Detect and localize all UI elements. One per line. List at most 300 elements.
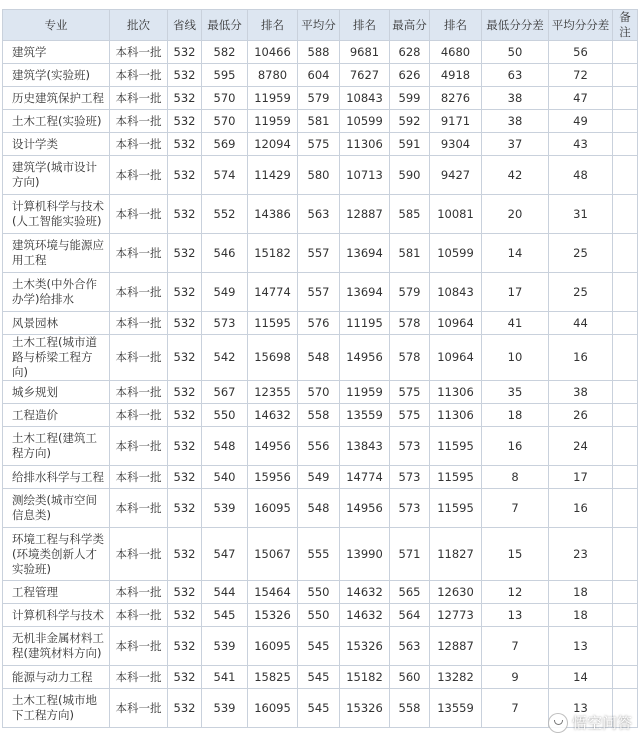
watermark xyxy=(548,712,632,733)
cell-province-line: 532 xyxy=(168,604,202,627)
cell-avg-rank: 13843 xyxy=(340,427,390,466)
header-major: 专业 xyxy=(3,10,110,41)
table-row xyxy=(3,381,638,404)
cell-major: 测绘类(城市空间信息类) xyxy=(3,489,110,528)
cell-batch: 本科一批 xyxy=(110,156,168,195)
cell-avg-diff: 38 xyxy=(549,381,613,404)
cell-min-diff: 10 xyxy=(482,335,549,381)
cell-avg-score: 550 xyxy=(298,581,340,604)
cell-batch: 本科一批 xyxy=(110,87,168,110)
cell-min-rank: 10466 xyxy=(248,41,298,64)
cell-major: 设计学类 xyxy=(3,133,110,156)
cell-batch: 本科一批 xyxy=(110,41,168,64)
cell-max-score: 563 xyxy=(390,627,430,666)
cell-avg-score: 548 xyxy=(298,489,340,528)
cell-min-rank: 14632 xyxy=(248,404,298,427)
cell-max-score: 575 xyxy=(390,381,430,404)
cell-min-score: 540 xyxy=(202,466,248,489)
table-row xyxy=(3,489,638,528)
cell-avg-diff: 23 xyxy=(549,528,613,581)
cell-province-line: 532 xyxy=(168,312,202,335)
cell-batch: 本科一批 xyxy=(110,110,168,133)
cell-min-rank: 12094 xyxy=(248,133,298,156)
cell-max-rank: 13559 xyxy=(430,689,482,728)
cell-major: 土木工程(城市道路与桥梁工程方向) xyxy=(3,335,110,381)
cell-avg-diff: 16 xyxy=(549,489,613,528)
cell-max-rank: 9171 xyxy=(430,110,482,133)
cell-province-line: 532 xyxy=(168,110,202,133)
table-row xyxy=(3,312,638,335)
cell-max-score: 628 xyxy=(390,41,430,64)
cell-remark xyxy=(613,133,638,156)
cell-min-score: 595 xyxy=(202,64,248,87)
table-row xyxy=(3,581,638,604)
cell-min-diff: 17 xyxy=(482,273,549,312)
cell-batch: 本科一批 xyxy=(110,335,168,381)
cell-major: 建筑学 xyxy=(3,41,110,64)
cell-min-rank: 12355 xyxy=(248,381,298,404)
table-row xyxy=(3,156,638,195)
cell-major: 历史建筑保护工程 xyxy=(3,87,110,110)
cell-remark xyxy=(613,312,638,335)
cell-avg-rank: 12887 xyxy=(340,195,390,234)
cell-major: 建筑学(实验班) xyxy=(3,64,110,87)
cell-min-rank: 15698 xyxy=(248,335,298,381)
cell-max-rank: 12630 xyxy=(430,581,482,604)
cell-avg-diff: 14 xyxy=(549,666,613,689)
cell-min-score: 541 xyxy=(202,666,248,689)
cell-province-line: 532 xyxy=(168,41,202,64)
cell-batch: 本科一批 xyxy=(110,666,168,689)
cell-avg-diff: 49 xyxy=(549,110,613,133)
cell-min-score: 546 xyxy=(202,234,248,273)
cell-avg-diff: 17 xyxy=(549,466,613,489)
cell-avg-diff: 13 xyxy=(549,627,613,666)
cell-min-diff: 63 xyxy=(482,64,549,87)
cell-avg-diff: 25 xyxy=(549,234,613,273)
cell-avg-score: 557 xyxy=(298,234,340,273)
header-min-score: 最低分 xyxy=(202,10,248,41)
cell-batch: 本科一批 xyxy=(110,234,168,273)
cell-province-line: 532 xyxy=(168,528,202,581)
cell-min-diff: 14 xyxy=(482,234,549,273)
cell-max-score: 578 xyxy=(390,335,430,381)
wukong-qa-logo-icon xyxy=(548,713,568,733)
cell-max-rank: 10964 xyxy=(430,312,482,335)
cell-province-line: 532 xyxy=(168,87,202,110)
cell-province-line: 532 xyxy=(168,195,202,234)
cell-remark xyxy=(613,528,638,581)
cell-max-score: 578 xyxy=(390,312,430,335)
cell-avg-diff: 25 xyxy=(549,273,613,312)
cell-max-score: 564 xyxy=(390,604,430,627)
cell-major: 计算机科学与技术(人工智能实验班) xyxy=(3,195,110,234)
cell-max-score: 626 xyxy=(390,64,430,87)
cell-max-rank: 13282 xyxy=(430,666,482,689)
cell-batch: 本科一批 xyxy=(110,581,168,604)
score-table xyxy=(2,9,638,728)
cell-min-rank: 16095 xyxy=(248,689,298,728)
cell-min-diff: 13 xyxy=(482,604,549,627)
cell-province-line: 532 xyxy=(168,427,202,466)
cell-max-rank: 12773 xyxy=(430,604,482,627)
cell-max-score: 571 xyxy=(390,528,430,581)
cell-max-rank: 9427 xyxy=(430,156,482,195)
cell-avg-rank: 15326 xyxy=(340,689,390,728)
cell-major: 工程管理 xyxy=(3,581,110,604)
header-avg-score: 平均分 xyxy=(298,10,340,41)
cell-batch: 本科一批 xyxy=(110,404,168,427)
cell-province-line: 532 xyxy=(168,666,202,689)
cell-avg-score: 548 xyxy=(298,335,340,381)
cell-max-rank: 11595 xyxy=(430,466,482,489)
cell-avg-rank: 14774 xyxy=(340,466,390,489)
cell-min-score: 569 xyxy=(202,133,248,156)
header-max-rank: 排名 xyxy=(430,10,482,41)
header-avg-diff: 平均分分差 xyxy=(549,10,613,41)
cell-avg-rank: 13694 xyxy=(340,273,390,312)
cell-min-diff: 7 xyxy=(482,489,549,528)
cell-min-rank: 15956 xyxy=(248,466,298,489)
cell-avg-rank: 14632 xyxy=(340,604,390,627)
cell-min-rank: 14956 xyxy=(248,427,298,466)
cell-remark xyxy=(613,404,638,427)
cell-min-diff: 38 xyxy=(482,87,549,110)
table-row xyxy=(3,64,638,87)
cell-province-line: 532 xyxy=(168,133,202,156)
cell-max-rank: 10964 xyxy=(430,335,482,381)
cell-avg-score: 556 xyxy=(298,427,340,466)
cell-avg-rank: 14956 xyxy=(340,489,390,528)
cell-min-rank: 11959 xyxy=(248,110,298,133)
cell-province-line: 532 xyxy=(168,156,202,195)
cell-avg-score: 588 xyxy=(298,41,340,64)
cell-min-score: 573 xyxy=(202,312,248,335)
cell-major: 建筑学(城市设计方向) xyxy=(3,156,110,195)
header-batch: 批次 xyxy=(110,10,168,41)
cell-batch: 本科一批 xyxy=(110,466,168,489)
table-body xyxy=(3,41,638,728)
cell-avg-score: 550 xyxy=(298,604,340,627)
cell-min-score: 539 xyxy=(202,689,248,728)
cell-major: 无机非金属材料工程(建筑材料方向) xyxy=(3,627,110,666)
cell-remark xyxy=(613,41,638,64)
header-province-line: 省线 xyxy=(168,10,202,41)
cell-avg-score: 576 xyxy=(298,312,340,335)
cell-min-score: 582 xyxy=(202,41,248,64)
cell-avg-diff: 24 xyxy=(549,427,613,466)
cell-min-diff: 12 xyxy=(482,581,549,604)
cell-avg-diff: 13 xyxy=(549,689,613,728)
cell-avg-score: 570 xyxy=(298,381,340,404)
cell-min-rank: 11429 xyxy=(248,156,298,195)
cell-max-rank: 12887 xyxy=(430,627,482,666)
cell-avg-diff: 48 xyxy=(549,156,613,195)
cell-min-rank: 8780 xyxy=(248,64,298,87)
cell-batch: 本科一批 xyxy=(110,381,168,404)
cell-major: 风景园林 xyxy=(3,312,110,335)
cell-max-score: 565 xyxy=(390,581,430,604)
cell-major: 城乡规划 xyxy=(3,381,110,404)
cell-avg-rank: 14956 xyxy=(340,335,390,381)
cell-max-rank: 11306 xyxy=(430,381,482,404)
cell-min-rank: 11959 xyxy=(248,87,298,110)
cell-province-line: 532 xyxy=(168,273,202,312)
cell-min-diff: 38 xyxy=(482,110,549,133)
cell-min-score: 547 xyxy=(202,528,248,581)
cell-min-diff: 7 xyxy=(482,689,549,728)
cell-min-diff: 35 xyxy=(482,381,549,404)
cell-avg-diff: 56 xyxy=(549,41,613,64)
cell-major: 土木工程(城市地下工程方向) xyxy=(3,689,110,728)
cell-major: 土木工程(实验班) xyxy=(3,110,110,133)
cell-avg-score: 545 xyxy=(298,627,340,666)
cell-province-line: 532 xyxy=(168,381,202,404)
cell-min-score: 574 xyxy=(202,156,248,195)
table-row xyxy=(3,335,638,381)
cell-major: 土木工程(建筑工程方向) xyxy=(3,427,110,466)
cell-min-diff: 41 xyxy=(482,312,549,335)
table-row xyxy=(3,195,638,234)
cell-avg-diff: 47 xyxy=(549,87,613,110)
cell-remark xyxy=(613,110,638,133)
cell-avg-score: 557 xyxy=(298,273,340,312)
cell-province-line: 532 xyxy=(168,404,202,427)
cell-max-score: 590 xyxy=(390,156,430,195)
cell-batch: 本科一批 xyxy=(110,689,168,728)
cell-major: 工程造价 xyxy=(3,404,110,427)
cell-avg-diff: 18 xyxy=(549,604,613,627)
cell-avg-rank: 13559 xyxy=(340,404,390,427)
cell-min-rank: 16095 xyxy=(248,627,298,666)
cell-max-score: 573 xyxy=(390,427,430,466)
cell-remark xyxy=(613,335,638,381)
cell-avg-rank: 10843 xyxy=(340,87,390,110)
cell-avg-score: 549 xyxy=(298,466,340,489)
cell-remark xyxy=(613,156,638,195)
table-row xyxy=(3,133,638,156)
cell-min-score: 545 xyxy=(202,604,248,627)
cell-remark xyxy=(613,466,638,489)
cell-avg-score: 580 xyxy=(298,156,340,195)
cell-province-line: 532 xyxy=(168,489,202,528)
cell-avg-diff: 26 xyxy=(549,404,613,427)
cell-min-score: 550 xyxy=(202,404,248,427)
header-remark: 备注 xyxy=(613,10,638,41)
cell-min-rank: 11595 xyxy=(248,312,298,335)
cell-min-rank: 15464 xyxy=(248,581,298,604)
cell-province-line: 532 xyxy=(168,64,202,87)
cell-max-rank: 11827 xyxy=(430,528,482,581)
table-row xyxy=(3,689,638,728)
cell-min-score: 549 xyxy=(202,273,248,312)
cell-avg-score: 555 xyxy=(298,528,340,581)
cell-province-line: 532 xyxy=(168,689,202,728)
cell-remark xyxy=(613,427,638,466)
cell-min-score: 570 xyxy=(202,110,248,133)
cell-max-score: 579 xyxy=(390,273,430,312)
cell-avg-rank: 13990 xyxy=(340,528,390,581)
cell-major: 建筑环境与能源应用工程 xyxy=(3,234,110,273)
table-row xyxy=(3,234,638,273)
cell-avg-rank: 9681 xyxy=(340,41,390,64)
cell-min-rank: 16095 xyxy=(248,489,298,528)
cell-max-rank: 10599 xyxy=(430,234,482,273)
header-max-score: 最高分 xyxy=(390,10,430,41)
watermark-text: 悟空问答 xyxy=(571,714,632,732)
table-row xyxy=(3,87,638,110)
cell-major: 土木类(中外合作办学)给排水 xyxy=(3,273,110,312)
cell-min-score: 539 xyxy=(202,489,248,528)
cell-min-rank: 14774 xyxy=(248,273,298,312)
cell-min-score: 548 xyxy=(202,427,248,466)
cell-batch: 本科一批 xyxy=(110,427,168,466)
cell-remark xyxy=(613,627,638,666)
cell-avg-rank: 15182 xyxy=(340,666,390,689)
cell-max-score: 573 xyxy=(390,489,430,528)
cell-max-score: 573 xyxy=(390,466,430,489)
cell-batch: 本科一批 xyxy=(110,64,168,87)
cell-remark xyxy=(613,273,638,312)
cell-avg-score: 563 xyxy=(298,195,340,234)
cell-avg-rank: 11959 xyxy=(340,381,390,404)
cell-min-rank: 15067 xyxy=(248,528,298,581)
cell-max-score: 560 xyxy=(390,666,430,689)
cell-province-line: 532 xyxy=(168,335,202,381)
cell-avg-diff: 72 xyxy=(549,64,613,87)
cell-max-score: 599 xyxy=(390,87,430,110)
cell-min-rank: 15326 xyxy=(248,604,298,627)
cell-avg-diff: 16 xyxy=(549,335,613,381)
header-row xyxy=(3,10,638,41)
cell-max-rank: 8276 xyxy=(430,87,482,110)
cell-min-rank: 14386 xyxy=(248,195,298,234)
cell-remark xyxy=(613,604,638,627)
cell-avg-diff: 31 xyxy=(549,195,613,234)
cell-min-score: 539 xyxy=(202,627,248,666)
cell-province-line: 532 xyxy=(168,627,202,666)
cell-avg-score: 575 xyxy=(298,133,340,156)
cell-batch: 本科一批 xyxy=(110,489,168,528)
cell-min-diff: 37 xyxy=(482,133,549,156)
cell-remark xyxy=(613,87,638,110)
cell-max-rank: 9304 xyxy=(430,133,482,156)
cell-max-score: 592 xyxy=(390,110,430,133)
cell-remark xyxy=(613,234,638,273)
cell-avg-rank: 13694 xyxy=(340,234,390,273)
cell-avg-score: 545 xyxy=(298,689,340,728)
header-avg-rank: 排名 xyxy=(340,10,390,41)
cell-major: 能源与动力工程 xyxy=(3,666,110,689)
cell-min-rank: 15825 xyxy=(248,666,298,689)
header-min-diff: 最低分分差 xyxy=(482,10,549,41)
cell-major: 环境工程与科学类(环境类创新人才实验班) xyxy=(3,528,110,581)
cell-max-rank: 10843 xyxy=(430,273,482,312)
cell-max-rank: 11595 xyxy=(430,427,482,466)
cell-min-rank: 15182 xyxy=(248,234,298,273)
cell-min-score: 542 xyxy=(202,335,248,381)
cell-min-diff: 8 xyxy=(482,466,549,489)
table-row xyxy=(3,110,638,133)
cell-avg-rank: 7627 xyxy=(340,64,390,87)
cell-province-line: 532 xyxy=(168,581,202,604)
cell-max-rank: 4680 xyxy=(430,41,482,64)
cell-avg-rank: 10599 xyxy=(340,110,390,133)
cell-remark xyxy=(613,489,638,528)
cell-major: 给排水科学与工程 xyxy=(3,466,110,489)
cell-remark xyxy=(613,666,638,689)
cell-remark xyxy=(613,581,638,604)
table-row xyxy=(3,466,638,489)
table-row xyxy=(3,528,638,581)
cell-min-score: 544 xyxy=(202,581,248,604)
cell-max-rank: 10081 xyxy=(430,195,482,234)
cell-max-rank: 4918 xyxy=(430,64,482,87)
cell-min-diff: 18 xyxy=(482,404,549,427)
cell-avg-rank: 11195 xyxy=(340,312,390,335)
table-row xyxy=(3,604,638,627)
cell-avg-score: 581 xyxy=(298,110,340,133)
cell-batch: 本科一批 xyxy=(110,273,168,312)
cell-province-line: 532 xyxy=(168,466,202,489)
cell-min-score: 567 xyxy=(202,381,248,404)
cell-avg-diff: 43 xyxy=(549,133,613,156)
cell-avg-rank: 15326 xyxy=(340,627,390,666)
cell-min-score: 552 xyxy=(202,195,248,234)
cell-batch: 本科一批 xyxy=(110,528,168,581)
cell-max-score: 591 xyxy=(390,133,430,156)
cell-major: 计算机科学与技术 xyxy=(3,604,110,627)
table-row xyxy=(3,41,638,64)
cell-min-score: 570 xyxy=(202,87,248,110)
cell-avg-diff: 44 xyxy=(549,312,613,335)
cell-batch: 本科一批 xyxy=(110,627,168,666)
cell-remark xyxy=(613,195,638,234)
cell-batch: 本科一批 xyxy=(110,604,168,627)
cell-avg-score: 579 xyxy=(298,87,340,110)
table-row xyxy=(3,666,638,689)
cell-min-diff: 7 xyxy=(482,627,549,666)
table-row xyxy=(3,273,638,312)
cell-max-rank: 11595 xyxy=(430,489,482,528)
cell-min-diff: 20 xyxy=(482,195,549,234)
cell-remark xyxy=(613,64,638,87)
cell-max-score: 581 xyxy=(390,234,430,273)
header-min-rank: 排名 xyxy=(248,10,298,41)
cell-avg-rank: 14632 xyxy=(340,581,390,604)
cell-min-diff: 15 xyxy=(482,528,549,581)
cell-min-diff: 50 xyxy=(482,41,549,64)
cell-max-rank: 11306 xyxy=(430,404,482,427)
table-row xyxy=(3,404,638,427)
cell-province-line: 532 xyxy=(168,234,202,273)
cell-avg-score: 558 xyxy=(298,404,340,427)
cell-avg-rank: 11306 xyxy=(340,133,390,156)
table-row xyxy=(3,627,638,666)
table-row xyxy=(3,427,638,466)
cell-min-diff: 16 xyxy=(482,427,549,466)
cell-batch: 本科一批 xyxy=(110,133,168,156)
cell-batch: 本科一批 xyxy=(110,195,168,234)
cell-max-score: 558 xyxy=(390,689,430,728)
cell-avg-rank: 10713 xyxy=(340,156,390,195)
cell-max-score: 585 xyxy=(390,195,430,234)
cell-max-score: 575 xyxy=(390,404,430,427)
cell-avg-score: 604 xyxy=(298,64,340,87)
cell-batch: 本科一批 xyxy=(110,312,168,335)
cell-avg-diff: 18 xyxy=(549,581,613,604)
cell-min-diff: 9 xyxy=(482,666,549,689)
